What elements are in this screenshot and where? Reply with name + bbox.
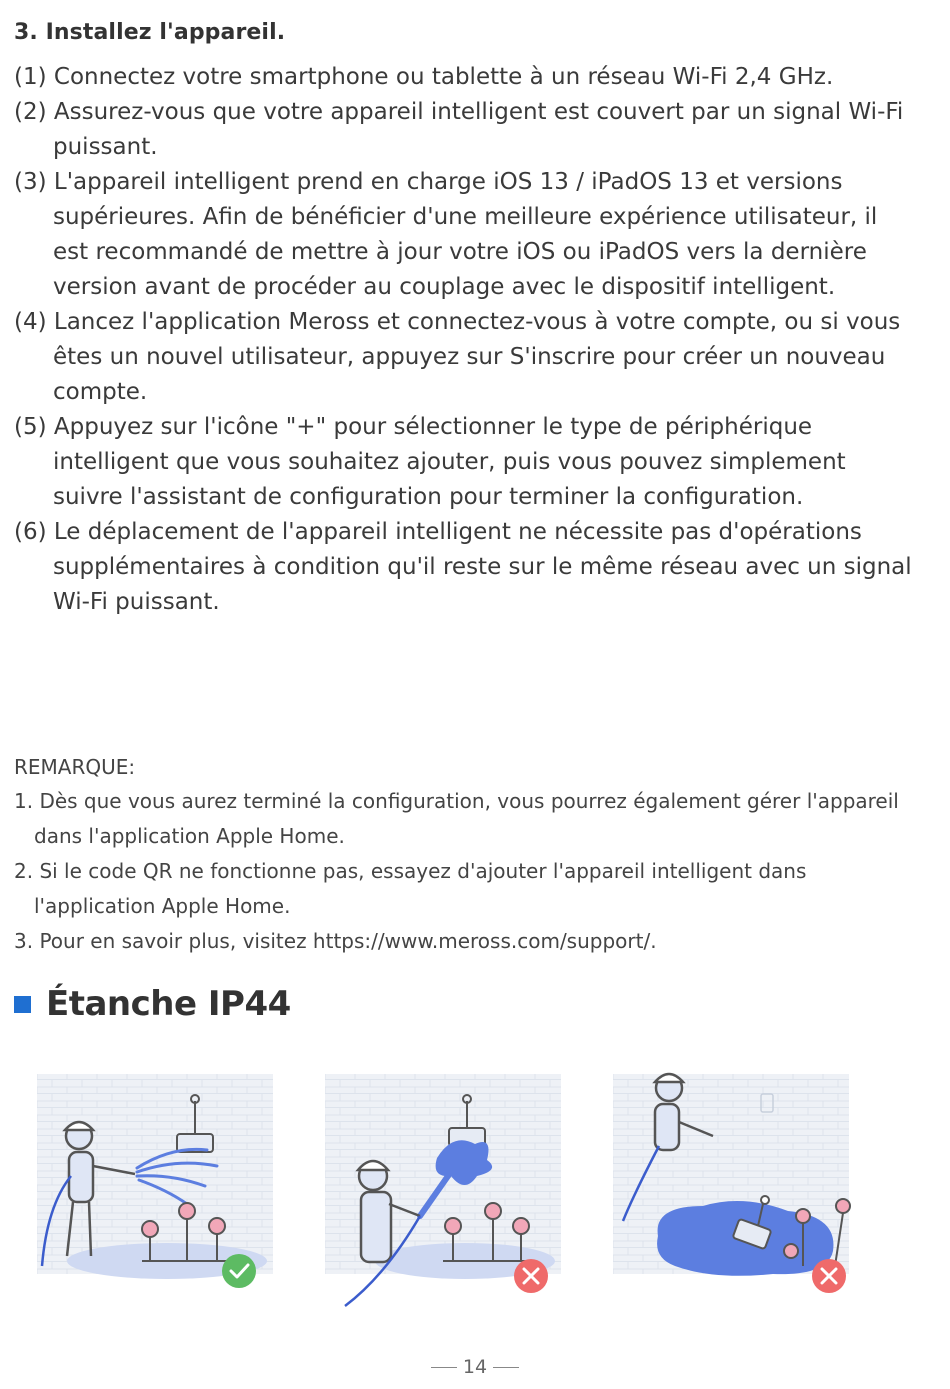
section-heading <box>14 980 291 1028</box>
page-number-text: 14 <box>462 1356 488 1378</box>
step-heading: 3. Installez l'appareil. <box>14 20 286 45</box>
remark-note: 2. Si le code QR ne fonctionne pas, essayez d'ajouter l'appareil intelligent dans l'application Apple Home. <box>14 859 807 918</box>
step-item: (6) Le déplacement de l'appareil intelligent ne nécessite pas d'opérations supplémentaires à condition qu'il reste sur le même réseau avec un signal Wi-Fi puissant. <box>14 519 912 615</box>
illustration-strong-jet <box>325 1066 575 1316</box>
remark-title: REMARQUE: <box>14 755 136 779</box>
illustration-submerged <box>613 1066 863 1316</box>
steps-list <box>14 60 914 620</box>
cross-icon <box>812 1259 846 1293</box>
section-title: Étanche IP44 <box>46 984 291 1024</box>
illustration-light-spray <box>37 1066 287 1316</box>
footer-dash <box>431 1367 457 1368</box>
step-item: (4) Lancez l'application Meross et connectez-vous à votre compte, ou si vous êtes un nouvel utilisateur, appuyez sur S'inscrire pour créer un nouveau compte. <box>14 309 901 405</box>
step-item: (3) L'appareil intelligent prend en charge iOS 13 / iPadOS 13 et versions supérieures. Afin de bénéficier d'une meilleure expérience utilisateur, il est recommandé de mettre à jour votre iOS ou iPadOS vers la dernière version avant de procéder au couplage avec le dispositif intelligent. <box>14 169 878 300</box>
page-number <box>0 1356 950 1378</box>
section-marker-icon <box>14 996 31 1013</box>
remark-note: 3. Pour en savoir plus, visitez https://www.meross.com/support/. <box>14 929 657 953</box>
cross-icon <box>514 1259 548 1293</box>
step-item: (1) Connectez votre smartphone ou tablette à un réseau Wi-Fi 2,4 GHz. <box>14 64 834 90</box>
remark-block <box>14 750 934 959</box>
step-item: (5) Appuyez sur l'icône "+" pour sélectionner le type de périphérique intelligent que vous souhaitez ajouter, puis vous pouvez simplement suivre l'assistant de configuration pour terminer la configuration. <box>14 414 846 510</box>
step-item: (2) Assurez-vous que votre appareil intelligent est couvert par un signal Wi-Fi puissant. <box>14 99 904 160</box>
check-icon <box>222 1254 256 1288</box>
remark-note: 1. Dès que vous aurez terminé la configuration, vous pourrez également gérer l'appareil dans l'application Apple Home. <box>14 789 899 848</box>
footer-dash <box>493 1367 519 1368</box>
